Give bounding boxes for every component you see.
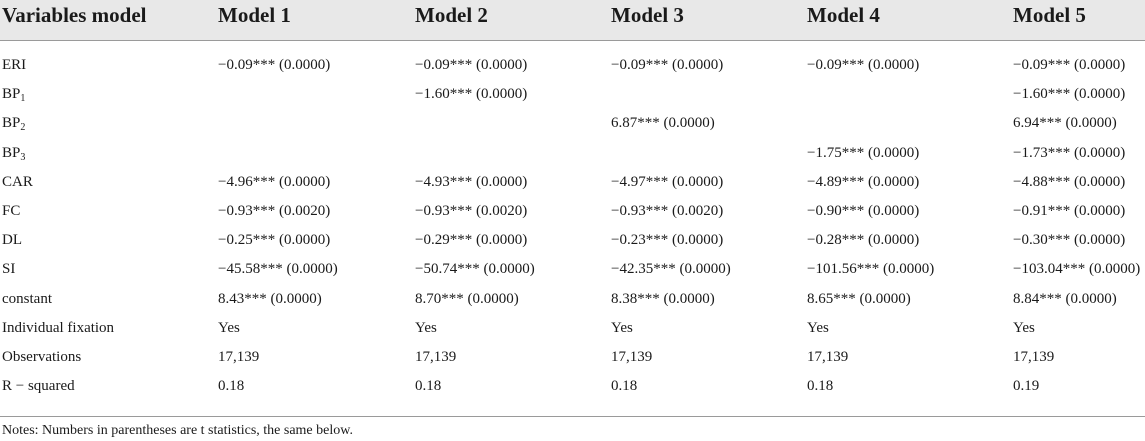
table-cell-model-2: −0.29*** (0.0000) — [415, 232, 528, 249]
header-model-3: Model 3 — [611, 3, 684, 27]
table-cell-model-4: −0.09*** (0.0000) — [807, 57, 920, 73]
table-cell-model-3: −42.35*** (0.0000) — [611, 261, 731, 278]
table-cell-model-2: −50.74*** (0.0000) — [415, 261, 535, 278]
row-label — [2, 199, 20, 223]
table-cell-model-2: 17,139 — [415, 349, 457, 365]
table-cell-model-3: 17,139 — [611, 349, 653, 365]
row-label-text: BP — [2, 115, 21, 132]
table-cell-model-4: −101.56*** (0.0000) — [807, 261, 935, 278]
table-cell-model-3: Yes — [611, 319, 633, 336]
table-row — [0, 345, 1145, 369]
table-row — [0, 199, 1145, 223]
table-cell-model-5: Yes — [1013, 319, 1035, 336]
table-cell-model-2: 0.18 — [415, 378, 442, 395]
table-row — [0, 141, 1145, 165]
table-cell-model-3: 0.18 — [611, 378, 638, 395]
header-model-4: Model 4 — [807, 3, 880, 27]
table-cell-model-2: 8.70*** (0.0000) — [415, 290, 519, 307]
table-row — [0, 374, 1145, 398]
table-cell-model-4: Yes — [807, 319, 829, 336]
table-cell-model-5: −103.04*** (0.0000) — [1013, 261, 1141, 278]
row-label-subscript: 3 — [20, 151, 26, 163]
table-cell-model-5: −1.60*** (0.0000) — [1013, 86, 1126, 103]
table-cell-model-5: −0.09*** (0.0000) — [1013, 57, 1126, 73]
row-label-text: BP — [2, 144, 21, 161]
table-notes: Notes: Numbers in parentheses are t statistics, the same below. — [2, 423, 353, 438]
table-cell-model-2: −0.09*** (0.0000) — [415, 57, 528, 73]
table-cell-model-5: −1.73*** (0.0000) — [1013, 144, 1126, 161]
row-label-text: R − squared — [2, 378, 75, 395]
table-cell-model-1: −0.09*** (0.0000) — [218, 57, 331, 73]
table-row — [0, 82, 1145, 106]
table-cell-model-4: −0.28*** (0.0000) — [807, 232, 920, 249]
table-cell-model-5: −0.91*** (0.0000) — [1013, 203, 1126, 219]
table-cell-model-1: −4.96*** (0.0000) — [218, 173, 331, 190]
table-cell-model-1: −0.25*** (0.0000) — [218, 232, 331, 249]
bottom-rule — [0, 416, 1145, 417]
table-cell-model-3: 8.38*** (0.0000) — [611, 290, 715, 307]
row-label — [2, 141, 25, 165]
header-rule — [0, 40, 1145, 41]
table-cell-model-1: 0.18 — [218, 378, 245, 395]
table-cell-model-4: 17,139 — [807, 349, 849, 365]
table-cell-model-5: 0.19 — [1013, 378, 1040, 395]
table-cell-model-5: 17,139 — [1013, 349, 1055, 365]
row-label-text: ERI — [2, 57, 27, 73]
row-label — [2, 53, 26, 77]
row-label-text: Individual fixation — [2, 319, 115, 336]
table-row — [0, 257, 1145, 281]
table-cell-model-4: 8.65*** (0.0000) — [807, 290, 911, 307]
table-cell-model-1: Yes — [218, 319, 240, 336]
header-variables: Variables model — [2, 3, 147, 27]
row-label — [2, 111, 25, 135]
table-row — [0, 111, 1145, 135]
table-cell-model-1: −45.58*** (0.0000) — [218, 261, 338, 278]
table-cell-model-5: 6.94*** (0.0000) — [1013, 115, 1117, 132]
table-row — [0, 53, 1145, 77]
row-label-text: FC — [2, 203, 21, 219]
row-label-text: constant — [2, 290, 52, 307]
table-cell-model-1: 8.43*** (0.0000) — [218, 290, 322, 307]
table-cell-model-3: 6.87*** (0.0000) — [611, 115, 715, 132]
table-cell-model-3: −4.97*** (0.0000) — [611, 173, 724, 190]
table-cell-model-4: 0.18 — [807, 378, 834, 395]
table-cell-model-4: −0.90*** (0.0000) — [807, 203, 920, 219]
table-cell-model-1: 17,139 — [218, 349, 260, 365]
header-model-1: Model 1 — [218, 3, 291, 27]
row-label-text: BP — [2, 86, 21, 103]
table-row — [0, 316, 1145, 340]
table-cell-model-2: −0.93*** (0.0020) — [415, 203, 528, 219]
row-label — [2, 287, 52, 311]
row-label — [2, 316, 114, 340]
row-label — [2, 257, 15, 281]
row-label — [2, 345, 81, 369]
row-label-subscript: 2 — [20, 122, 26, 134]
table-cell-model-2: Yes — [415, 319, 437, 336]
table-cell-model-4: −1.75*** (0.0000) — [807, 144, 920, 161]
row-label — [2, 82, 25, 106]
table-row — [0, 228, 1145, 252]
row-label-text: CAR — [2, 173, 33, 190]
table-row — [0, 170, 1145, 194]
table-cell-model-5: −0.30*** (0.0000) — [1013, 232, 1126, 249]
table-cell-model-1: −0.93*** (0.0020) — [218, 203, 331, 219]
row-label-text: Observations — [2, 349, 82, 365]
header-model-2: Model 2 — [415, 3, 488, 27]
table-cell-model-3: −0.93*** (0.0020) — [611, 203, 724, 219]
row-label-text: SI — [2, 261, 16, 278]
row-label — [2, 374, 75, 398]
table-cell-model-2: −4.93*** (0.0000) — [415, 173, 528, 190]
table-cell-model-2: −1.60*** (0.0000) — [415, 86, 528, 103]
row-label-subscript: 1 — [20, 93, 26, 105]
table-cell-model-5: 8.84*** (0.0000) — [1013, 290, 1117, 307]
table-cell-model-5: −4.88*** (0.0000) — [1013, 173, 1126, 190]
table-cell-model-3: −0.09*** (0.0000) — [611, 57, 724, 73]
row-label-text: DL — [2, 232, 22, 249]
table-cell-model-4: −4.89*** (0.0000) — [807, 173, 920, 190]
table-header — [0, 0, 1145, 40]
table-row — [0, 287, 1145, 311]
row-label — [2, 228, 22, 252]
row-label — [2, 170, 33, 194]
table-cell-model-3: −0.23*** (0.0000) — [611, 232, 724, 249]
header-model-5: Model 5 — [1013, 3, 1086, 27]
